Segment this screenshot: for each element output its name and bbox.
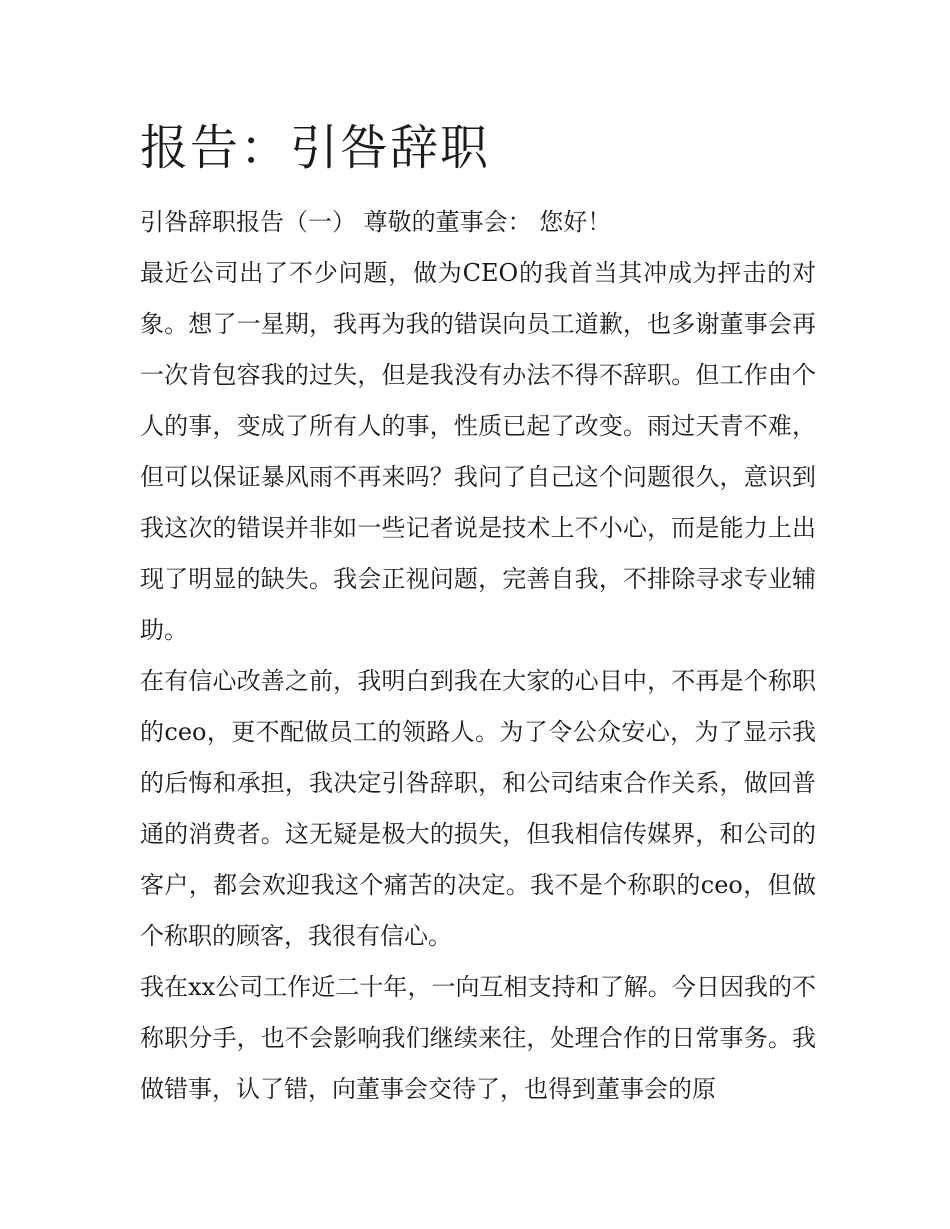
document-body	[140, 197, 816, 1115]
paragraph-1: 最近公司出了不少问题，做为CEO的我首当其冲成为抨击的对象。想了一星期，我再为我的错误向员工道歉，也多谢董事会再一次肯包容我的过失，但是我没有办法不得不辞职。但工作由个人的事，变成了所有人的事，性质已起了改变。雨过天青不难，但可以保证暴风雨不再来吗？我问了自己这个问题很久，意识到我这次的错误并非如一些记者说是技术上不小心，而是能力上出现了明显的缺失。我会正视问题，完善自我，不排除寻求专业辅助。	[140, 259, 816, 644]
document-title: 报告：引咎辞职	[140, 120, 491, 176]
paragraph-2: 在有信心改善之前，我明白到我在大家的心目中，不再是个称职的ceo，更不配做员工的领路人。为了令公众安心，为了显示我的后悔和承担，我决定引咎辞职，和公司结束合作关系，做回普通的消费者。这无疑是极大的损失，但我相信传媒界，和公司的客户，都会欢迎我这个痛苦的决定。我不是个称职的ceo，但做个称职的顾客，我很有信心。	[140, 667, 816, 950]
paragraph-greeting: 引咎辞职报告（一） 尊敬的董事会： 您好！	[140, 208, 612, 236]
paragraph-3: 我在xx公司工作近二十年，一向互相支持和了解。今日因我的不称职分手，也不会影响我们继续来往，处理合作的日常事务。我做错事，认了错，向董事会交待了，也得到董事会的原	[140, 973, 816, 1103]
